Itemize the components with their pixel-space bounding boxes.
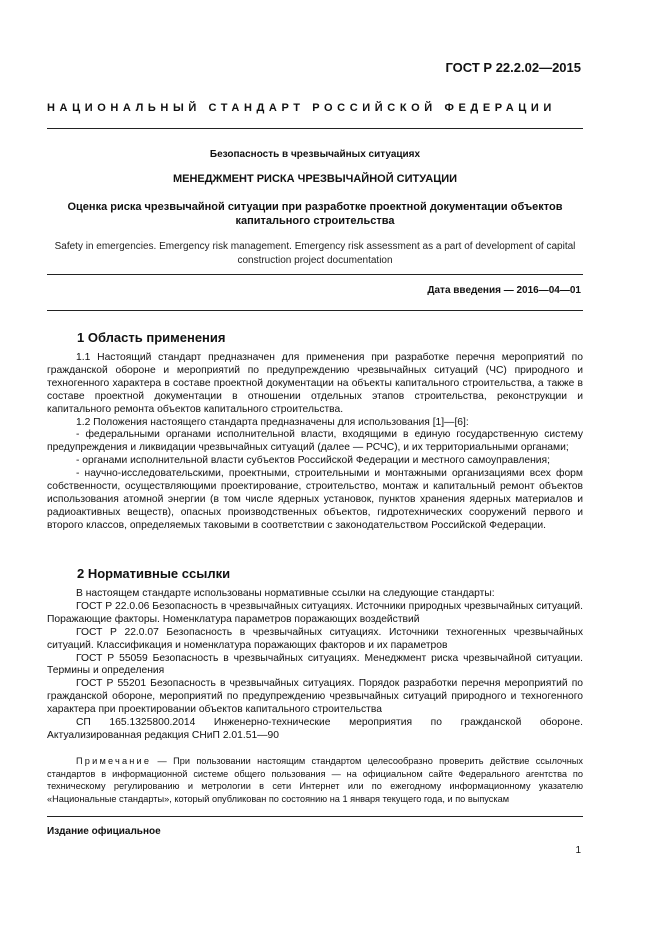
document-main-title: МЕНЕДЖМЕНТ РИСКА ЧРЕЗВЫЧАЙНОЙ СИТУАЦИИ: [172, 173, 458, 185]
normative-reference: ГОСТ Р 22.0.07 Безопасность в чрезвычайных ситуациях. Источники техногенных чрезвычайных ситуаций. Классификация и номенклатура поражающих факторов и их параметров: [47, 626, 583, 651]
note-label: Примечание: [76, 756, 152, 766]
document-subtitle: Безопасность в чрезвычайных ситуациях: [209, 149, 421, 160]
english-title-line: construction project documentation: [237, 255, 393, 266]
list-item: - федеральными органами исполнительной власти, входящими в единую государственную систему предупреждения и ликвидации чрезвычайных ситуаций (далее — РСЧС), и их территориальными органами;: [47, 429, 583, 454]
title-rule: [47, 274, 583, 275]
secondary-title-line: Оценка риска чрезвычайной ситуации при разработке проектной документации объектов: [67, 201, 563, 213]
paragraph: 1.2 Положения настоящего стандарта предназначены для использования [1]—[6]:: [76, 416, 469, 428]
document-secondary-title: [47, 200, 583, 228]
note-paragraph: [47, 755, 583, 805]
normative-reference: ГОСТ Р 55059 Безопасность в чрезвычайных ситуациях. Менеджмент риска чрезвычайной ситуации. Термины и определения: [47, 652, 583, 677]
header-rule: [47, 128, 583, 129]
official-edition-label: Издание официальное: [47, 826, 161, 837]
note-text: — При пользовании настоящим стандартом целесообразно проверить действие ссылочных стандартов в информационной системе общего пользования — на официальном сайте Федерального агентства по техническому регулированию и метрологии в сети Интернет или по ежегодному информационному указателю «Национальные стандарты», который опубликован по состоянию на 1 января текущего года, и по выпускам: [47, 756, 583, 804]
paragraph: В настоящем стандарте использованы нормативные ссылки на следующие стандарты:: [76, 588, 495, 599]
page-number: 1: [575, 845, 581, 856]
introduction-date: Дата введения — 2016—04—01: [427, 285, 581, 296]
section-1-heading: 1 Область применения: [77, 330, 226, 345]
date-rule: [47, 310, 583, 311]
secondary-title-line: капитального строительства: [235, 215, 395, 227]
national-standard-banner: НАЦИОНАЛЬНЫЙ СТАНДАРТ РОССИЙСКОЙ ФЕДЕРАЦИИ: [47, 102, 556, 114]
section-2-heading: 2 Нормативные ссылки: [77, 566, 231, 581]
document-number: ГОСТ Р 22.2.02—2015: [445, 60, 581, 75]
normative-reference: СП 165.1325800.2014 Инженерно-технические мероприятия по гражданской обороне. Актуализированная редакция СНиП 2.01.51—90: [47, 717, 583, 741]
list-item: - органами исполнительной власти субъектов Российской Федерации и местного самоуправления;: [76, 455, 550, 467]
english-title: [47, 240, 583, 268]
section-2-body: [47, 588, 583, 743]
list-item: - научно-исследовательскими, проектными, строительными и монтажными организациями всех форм собственности, осуществляющими проектирование, строительство, монтаж и капитальный ремонт объектов использования атомной энергии (в том числе ядерных установок, пунктов хранения ядерных материалов и радиоактивных веществ), опасных производственных объектов, гидротехнических сооружений первого и второго классов, определяемых таковыми в соответствии с законодательством Российской Федерации.: [47, 468, 583, 531]
normative-reference: ГОСТ Р 22.0.06 Безопасность в чрезвычайных ситуациях. Источники природных чрезвычайных ситуаций. Поражающие факторы. Номенклатура параметров поражающих воздействий: [47, 600, 583, 625]
footer-rule: [47, 816, 583, 817]
note-block: [47, 755, 583, 805]
english-title-line: Safety in emergencies. Emergency risk management. Emergency risk assessment as a part of development of capital: [54, 241, 576, 252]
section-1-body: [47, 352, 583, 533]
normative-reference: ГОСТ Р 55201 Безопасность в чрезвычайных ситуациях. Порядок разработки перечня мероприятий по гражданской обороне, мероприятий по предупреждению чрезвычайных ситуаций природного и техногенного характера при проектировании объектов капитального строительства: [47, 678, 583, 716]
paragraph: 1.1 Настоящий стандарт предназначен для применения при разработке перечня мероприятий по гражданской обороне и мероприятий по предупреждению чрезвычайных ситуаций (ЧС) природного и техногенного характера в составе проектной документации на объекты капитального строительства, а также в составе проектной документации в отношении отдельных этапов строительства, реконструкции и капитального ремонта объектов капитального строительства.: [47, 352, 583, 415]
